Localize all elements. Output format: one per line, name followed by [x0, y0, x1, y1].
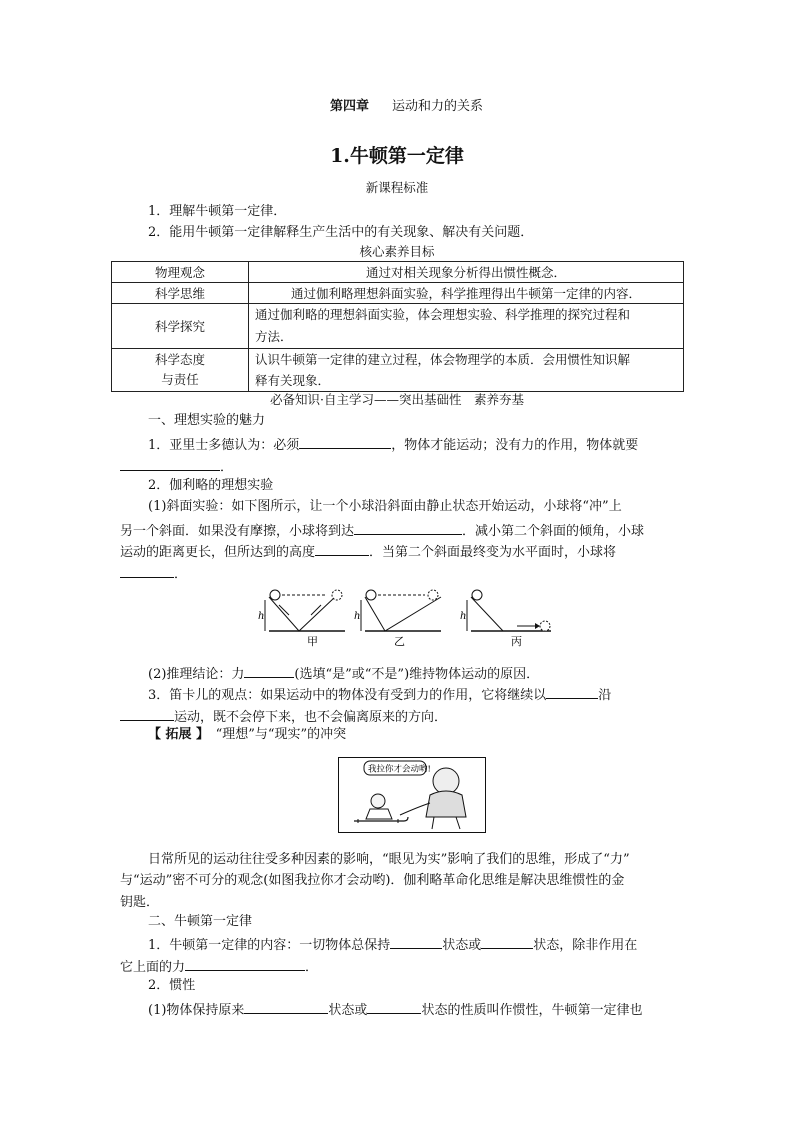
page-title: 1.牛顿第一定律 — [330, 145, 464, 167]
section-banner: 必备知识·自主学习——突出基础性 素养夯基 — [270, 392, 524, 407]
height-label: h — [258, 611, 265, 622]
core-value-line: 认识牛顿第一定律的建立过程，体会物理学的本质．会用惯性知识解 — [255, 352, 631, 367]
part2-heading: 二、牛顿第一定律 — [148, 914, 253, 929]
text-run: 状态的性质叫作惯性，牛顿第一定律也 — [421, 1003, 643, 1018]
part1-heading: 一、理想实验的魅力 — [148, 413, 266, 428]
answer-blank[interactable] — [367, 1001, 421, 1014]
part1-q1-cont — [120, 458, 233, 474]
part2-q2-heading: 2．惯性 — [148, 978, 196, 993]
answer-blank[interactable] — [120, 565, 174, 578]
text-run: (选填“是”或“不是”)维持物体运动的原因． — [294, 667, 540, 682]
text-run: 1．牛顿第一定律的内容：一切物体总保持 — [148, 938, 391, 953]
ball-end — [428, 590, 438, 600]
text-run: 状态或 — [328, 1003, 368, 1018]
core-key: 科学探究 — [112, 304, 249, 349]
text-run: 运动的距离更长，但所达到的高度 — [120, 545, 316, 560]
height-label: h — [460, 611, 467, 622]
figure-label-bing: 丙 — [511, 635, 522, 647]
part1-q3-cont — [120, 708, 447, 724]
core-value-line: 释有关现象． — [255, 373, 331, 388]
ball-start — [270, 590, 280, 600]
extension-tag: 【 拓展 】 — [148, 727, 203, 742]
answer-blank[interactable] — [120, 708, 174, 721]
text-run: ． — [220, 460, 234, 475]
cartoon-image — [338, 757, 486, 833]
core-key-line: 科学态度 — [154, 352, 205, 367]
answer-blank[interactable] — [354, 522, 462, 535]
core-key-line: 与责任 — [161, 372, 199, 387]
core-value: 通过伽利略理想斜面实验，科学推理得出牛顿第一定律的内容． — [249, 283, 684, 304]
core-value-line: 方法． — [255, 329, 293, 344]
table-row — [112, 262, 684, 283]
height-label: h — [354, 611, 361, 622]
table-row — [112, 304, 684, 349]
answer-blank[interactable] — [299, 436, 391, 449]
text-run: 状态，除非作用在 — [533, 938, 638, 953]
extension-heading — [148, 728, 346, 741]
text-run: 状态或 — [442, 938, 482, 953]
child-head — [371, 794, 385, 808]
incline-track — [471, 597, 503, 631]
extension-paragraph-line3: 钥匙． — [120, 895, 160, 910]
figure-jia — [258, 590, 345, 647]
text-run: ．减小第二个斜面的倾角，小球 — [462, 524, 645, 539]
core-key: 科学思维 — [112, 283, 249, 304]
text-run: ．当第二个斜面最终变为水平面时，小球将 — [369, 545, 617, 560]
answer-blank[interactable] — [315, 543, 369, 556]
figure-yi — [354, 590, 441, 647]
text-run: 运动，既不会停下来，也不会偏离原来的方向． — [174, 710, 448, 725]
core-value: 通过对相关现象分析得出惯性概念． — [249, 262, 684, 283]
part1-q2-line3 — [120, 543, 616, 559]
text-run: (1)物体保持原来 — [148, 1003, 245, 1018]
core-value — [249, 304, 684, 349]
text-run: ． — [174, 567, 188, 582]
adult-head — [433, 768, 459, 794]
extension-paragraph-line2: 与“运动”密不可分的观念(如图我拉你才会动哟)．伽利略革命化思维是解决思维惯性的金 — [120, 873, 625, 888]
extension-paragraph-line1: 日常所见的运动往往受多种因素的影响，“眼见为实”影响了我们的思维，形成了“力” — [148, 852, 630, 867]
answer-blank[interactable] — [244, 1001, 328, 1014]
table-row — [112, 349, 684, 392]
table-row — [112, 283, 684, 304]
part2-q1 — [148, 936, 637, 952]
text-run: 3．笛卡儿的观点：如果运动中的物体没有受到力的作用，它将继续以 — [148, 688, 547, 703]
child-body — [366, 809, 392, 819]
text-run: ． — [305, 960, 319, 975]
text-run: 沿 — [598, 688, 612, 703]
core-value-line: 通过伽利略的理想斜面实验，体会理想实验、科学推理的探究过程和 — [255, 307, 631, 322]
part1-q2-heading: 2．伽利略的理想实验 — [148, 478, 274, 493]
ball-end — [332, 590, 342, 600]
part1-q2-2 — [148, 665, 539, 681]
core-key: 物理观念 — [112, 262, 249, 283]
answer-blank[interactable] — [481, 936, 533, 949]
figure-label-jia: 甲 — [307, 635, 318, 647]
text-run: 1．亚里士多德认为：必须 — [148, 438, 300, 453]
core-heading: 核心素养目标 — [359, 244, 435, 259]
arrow-head — [535, 623, 540, 629]
chapter-title: 运动和力的关系 — [392, 99, 484, 114]
answer-blank[interactable] — [244, 665, 294, 678]
ball-start — [472, 590, 482, 600]
part1-q2-line2 — [120, 522, 644, 538]
text-run: 另一个斜面．如果没有摩擦，小球将到达 — [120, 524, 355, 539]
core-key — [112, 349, 249, 392]
answer-blank[interactable] — [390, 936, 442, 949]
part1-q2-line4 — [120, 565, 187, 581]
adult-body — [426, 791, 466, 817]
speech-bubble-text: 我拉你才会动哟! — [368, 764, 431, 775]
standard-item-1: 1．理解牛顿第一定律． — [148, 204, 287, 219]
incline-figure — [255, 585, 555, 647]
text-run: (2)推理结论：力 — [148, 667, 245, 682]
incline-track — [269, 597, 335, 631]
standard-item-2: 2．能用牛顿第一定律解释生产生活中的有关现象、解决有关问题． — [148, 225, 534, 240]
answer-blank[interactable] — [546, 686, 598, 699]
ball-start — [366, 590, 376, 600]
standard-heading: 新课程标准 — [365, 180, 429, 195]
text-run: ，物体才能运动；没有力的作用，物体就要 — [391, 438, 639, 453]
ball-end — [540, 621, 550, 631]
arrow-up — [311, 605, 321, 615]
figure-bing — [460, 590, 551, 647]
incline-track — [365, 597, 441, 631]
figure-label-yi: 乙 — [394, 635, 405, 647]
extension-title: “理想”与“现实”的冲突 — [215, 727, 347, 742]
part2-q2 — [148, 1001, 642, 1017]
core-value — [249, 349, 684, 392]
text-run: 它上面的力 — [120, 960, 186, 975]
part1-q3 — [148, 686, 611, 702]
part1-q2-line1: (1)斜面实验：如下图所示，让一个小球沿斜面由静止状态开始运动，小球将“冲”上 — [148, 499, 622, 514]
part1-q1 — [148, 436, 638, 452]
part2-q1-cont — [120, 958, 318, 974]
chapter-number: 第四章 — [330, 99, 370, 114]
answer-blank[interactable] — [120, 458, 220, 471]
answer-blank[interactable] — [185, 958, 305, 971]
core-table — [111, 261, 684, 392]
